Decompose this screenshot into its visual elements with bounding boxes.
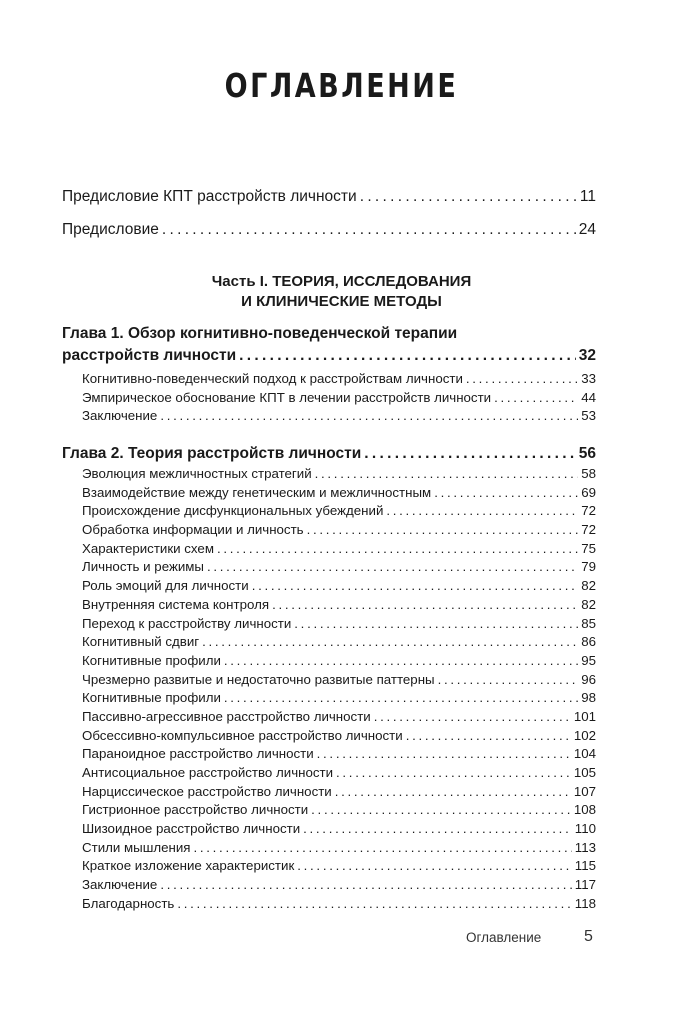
toc-entry[interactable] xyxy=(82,764,596,783)
entry-page: 24 xyxy=(578,221,596,238)
dot-leader xyxy=(207,558,578,577)
page-title: ОГЛАВЛЕНИЕ xyxy=(224,66,459,105)
dot-leader xyxy=(162,221,576,239)
dot-leader xyxy=(438,671,579,690)
part-heading-line: И КЛИНИЧЕСКИЕ МЕТОДЫ xyxy=(241,293,442,310)
chapter-title: Глава 2. Теория расстройств личности xyxy=(62,445,362,462)
dot-leader xyxy=(406,727,571,746)
entry-label: Внутренняя система контроля xyxy=(82,596,270,612)
dot-leader xyxy=(364,443,575,465)
dot-leader xyxy=(335,783,571,802)
toc-entry[interactable] xyxy=(82,876,596,895)
dot-leader xyxy=(386,502,578,521)
entry-page: 104 xyxy=(573,746,596,762)
entry-label: Роль эмоций для личности xyxy=(82,578,249,594)
entry-label: Когнитивный сдвиг xyxy=(82,634,200,650)
dot-leader xyxy=(160,876,571,895)
toc-entry[interactable] xyxy=(82,820,596,839)
toc-entry[interactable] xyxy=(82,558,596,577)
page-number: 5 xyxy=(584,928,593,945)
toc-entry[interactable] xyxy=(82,857,596,876)
toc-entry[interactable] xyxy=(82,596,596,615)
entry-label: Благодарность xyxy=(82,895,175,911)
entry-page: 72 xyxy=(581,503,596,519)
entry-label: Предисловие КПТ расстройств личности xyxy=(62,188,357,205)
chapter-page: 32 xyxy=(578,347,596,364)
chapter-heading[interactable] xyxy=(62,443,596,465)
toc-entry[interactable] xyxy=(82,407,596,426)
entry-page: 33 xyxy=(581,371,596,386)
toc-entry[interactable] xyxy=(82,484,596,503)
entry-page: 72 xyxy=(581,522,596,538)
dot-leader xyxy=(374,708,571,727)
entry-label: Происхождение дисфункциональных убеждений xyxy=(82,503,384,519)
entry-page: 98 xyxy=(581,690,596,706)
toc-entry[interactable] xyxy=(82,465,596,484)
entry-page: 108 xyxy=(573,802,596,818)
entry-label: Предисловие xyxy=(62,221,159,238)
toc-entry[interactable] xyxy=(82,652,596,671)
toc-entry[interactable] xyxy=(82,577,596,596)
entry-label: Обсессивно-компульсивное расстройство личности xyxy=(82,727,403,743)
toc-entry[interactable] xyxy=(82,839,596,858)
entry-label: Характеристики схем xyxy=(82,540,214,556)
entry-page: 85 xyxy=(581,615,596,631)
entry-label: Эмпирическое обоснование КПТ в лечении расстройств личности xyxy=(82,389,492,405)
entry-label: Когнитивно-поведенческий подход к расстройствам личности xyxy=(82,371,463,386)
entry-label: Нарциссическое расстройство личности xyxy=(82,783,332,799)
toc-entry[interactable] xyxy=(82,689,596,708)
running-head: Оглавление xyxy=(466,930,542,945)
dot-leader xyxy=(224,652,578,671)
entry-page: 107 xyxy=(573,783,596,799)
chapter-2-sections xyxy=(82,465,596,914)
dot-leader xyxy=(202,633,578,652)
dot-leader xyxy=(294,615,578,634)
entry-page: 95 xyxy=(581,652,596,668)
toc-entry[interactable] xyxy=(82,521,596,540)
toc-entry[interactable] xyxy=(82,615,596,634)
dot-leader xyxy=(272,596,578,615)
dot-leader xyxy=(360,188,577,206)
dot-leader xyxy=(297,857,572,876)
entry-page: 44 xyxy=(581,389,596,405)
entry-page: 96 xyxy=(581,671,596,687)
chapter-1-sections xyxy=(82,370,596,426)
entry-label: Чрезмерно развитые и недостаточно развитые паттерны xyxy=(82,671,435,687)
toc-entry[interactable] xyxy=(82,502,596,521)
entry-page: 11 xyxy=(579,188,596,205)
toc-entry[interactable] xyxy=(82,540,596,559)
dot-leader xyxy=(239,345,576,367)
entry-page: 102 xyxy=(573,727,596,743)
entry-page: 118 xyxy=(574,895,596,911)
entry-label: Когнитивные профили xyxy=(82,652,221,668)
entry-page: 79 xyxy=(581,559,596,575)
dot-leader xyxy=(303,820,572,839)
dot-leader xyxy=(224,689,578,708)
toc-entry[interactable] xyxy=(62,221,596,239)
entry-label: Обработка информации и личность xyxy=(82,522,304,538)
dot-leader xyxy=(317,745,571,764)
entry-label: Когнитивные профили xyxy=(82,690,221,706)
dot-leader xyxy=(434,484,578,503)
toc-entry[interactable] xyxy=(82,633,596,652)
entry-label: Переход к расстройству личности xyxy=(82,615,292,631)
entry-label: Заключение xyxy=(82,408,158,424)
entry-label: Антисоциальное расстройство личности xyxy=(82,765,334,780)
entry-label: Стили мышления xyxy=(82,839,191,855)
entry-label: Эволюция межличностных стратегий xyxy=(82,466,312,481)
entry-page: 115 xyxy=(574,858,596,874)
entry-label: Краткое изложение характеристик xyxy=(82,858,295,874)
toc-entry[interactable] xyxy=(82,783,596,802)
entry-label: Пассивно-агрессивное расстройство личности xyxy=(82,708,371,724)
chapter-title: расстройств личности xyxy=(62,347,237,364)
entry-page: 105 xyxy=(573,765,596,780)
entry-label: Гистрионное расстройство личности xyxy=(82,802,309,818)
part-heading xyxy=(0,272,683,312)
entry-page: 113 xyxy=(574,839,596,855)
toc-entry[interactable] xyxy=(82,745,596,764)
entry-page: 82 xyxy=(581,578,596,594)
dot-leader xyxy=(252,577,579,596)
entry-page: 75 xyxy=(581,540,596,556)
toc-entry[interactable] xyxy=(82,370,596,389)
entry-label: Личность и режимы xyxy=(82,559,204,575)
dot-leader xyxy=(194,839,572,858)
entry-page: 53 xyxy=(581,408,596,424)
dot-leader xyxy=(466,370,578,389)
toc-entry[interactable] xyxy=(82,801,596,820)
entry-page: 86 xyxy=(581,634,596,650)
toc-entry[interactable] xyxy=(82,389,596,408)
dot-leader xyxy=(311,801,571,820)
dot-leader xyxy=(315,465,579,484)
dot-leader xyxy=(177,895,571,914)
dot-leader xyxy=(336,764,571,783)
part-heading-line: Часть I. ТЕОРИЯ, ИССЛЕДОВАНИЯ xyxy=(211,273,472,290)
toc-entry[interactable] xyxy=(82,727,596,746)
entry-label: Параноидное расстройство личности xyxy=(82,746,314,762)
dot-leader xyxy=(307,521,579,540)
dot-leader xyxy=(494,389,578,408)
entry-label: Заключение xyxy=(82,877,158,893)
chapter-page: 56 xyxy=(578,445,596,462)
entry-page: 58 xyxy=(581,466,596,481)
toc-entry[interactable] xyxy=(82,671,596,690)
entry-page: 117 xyxy=(574,877,596,893)
dot-leader xyxy=(160,407,578,426)
entry-page: 101 xyxy=(573,708,596,724)
toc-entry[interactable] xyxy=(62,188,596,206)
entry-page: 110 xyxy=(574,821,596,837)
entry-page: 82 xyxy=(581,596,596,612)
entry-label: Шизоидное расстройство личности xyxy=(82,821,301,837)
chapter-title-line: Глава 1. Обзор когнитивно-поведенческой терапии xyxy=(62,325,458,342)
dot-leader xyxy=(217,540,578,559)
entry-page: 69 xyxy=(581,484,596,500)
toc-entry[interactable] xyxy=(82,708,596,727)
toc-entry[interactable] xyxy=(82,895,596,914)
entry-label: Взаимодействие между генетическим и межличностным xyxy=(82,484,432,500)
chapter-heading[interactable] xyxy=(62,323,596,367)
